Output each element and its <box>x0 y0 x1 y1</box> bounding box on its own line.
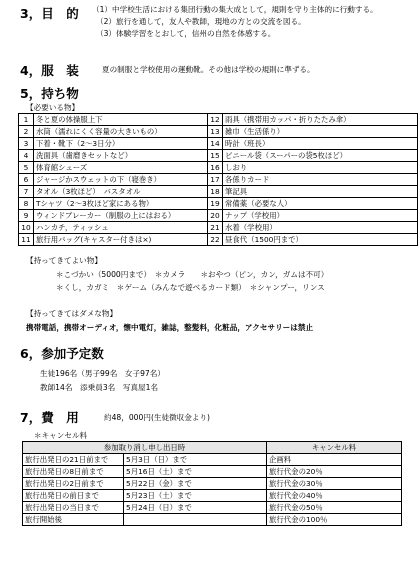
cancel-header-when: 参加取り消し申し出日時 <box>23 442 267 454</box>
item-number: 3 <box>19 138 34 150</box>
cancel-header-fee: キャンセル料 <box>267 442 402 454</box>
item-name: Tシャツ（2〜3枚ほど家にある物） <box>34 198 208 210</box>
item-number: 2 <box>19 126 34 138</box>
section-4-heading: 4，服 装 <box>20 63 79 78</box>
objective-item: （3）体験学習をとおして，信州の自然を体感する。 <box>96 29 276 38</box>
allowed-items-line: ＊こづかい（5000円まで） ＊カメラ ＊おやつ（ピン，カン，ガムは不可） <box>56 270 329 279</box>
item-number: 1 <box>19 114 34 126</box>
table-row <box>19 150 418 162</box>
cancel-fee-label: ＊キャンセル料 <box>34 431 88 440</box>
item-name: 各係りカード <box>223 174 418 186</box>
cancel-when: 旅行出発日の2日前まで <box>23 478 124 490</box>
cancel-date: 5月3日（日）まで <box>124 454 267 466</box>
item-name: 水着（学校用） <box>223 222 418 234</box>
cost-amount: 約48，000円(生徒徴収金より) <box>104 413 211 422</box>
item-number: 13 <box>208 126 223 138</box>
required-items-label: 【必要いる物】 <box>26 103 80 112</box>
cancel-date: 5月22日（金）まで <box>124 478 267 490</box>
table-row <box>23 478 402 490</box>
cancel-when: 旅行出発日の21日前まで <box>23 454 124 466</box>
cancel-when: 旅行出発日の当日まで <box>23 502 124 514</box>
section-3-heading: 3，目 的 <box>20 6 79 21</box>
table-row <box>19 174 418 186</box>
item-name: ビニール袋（スーパーの袋5枚ほど） <box>223 150 418 162</box>
prohibited-items-label: 【持ってきてはダメな物】 <box>26 309 118 318</box>
item-number: 17 <box>208 174 223 186</box>
cancel-fee: 旅行代金の40％ <box>267 490 402 502</box>
item-name: 筆記具 <box>223 186 418 198</box>
cancel-fee-table <box>22 441 402 526</box>
item-number: 9 <box>19 210 34 222</box>
item-number: 12 <box>208 114 223 126</box>
cancel-fee: 企画料 <box>267 454 402 466</box>
table-row <box>19 222 418 234</box>
item-number: 4 <box>19 150 34 162</box>
table-row <box>23 466 402 478</box>
section-6-heading: 6，参加予定数 <box>20 346 104 361</box>
table-row <box>23 514 402 526</box>
item-number: 22 <box>208 234 223 246</box>
objective-item: （2）旅行を通して，友人や教師，現地の方との交流を図る。 <box>96 17 306 26</box>
cancel-when: 旅行出発日の前日まで <box>23 490 124 502</box>
item-name: タオル（3枚ほど） バスタオル <box>34 186 208 198</box>
table-row <box>19 126 418 138</box>
item-number: 18 <box>208 186 223 198</box>
required-items-table <box>18 113 418 246</box>
table-row <box>19 114 418 126</box>
cancel-date: 5月16日（土）まで <box>124 466 267 478</box>
item-number: 7 <box>19 186 34 198</box>
item-number: 19 <box>208 198 223 210</box>
table-row <box>19 138 418 150</box>
cancel-fee: 旅行代金の30％ <box>267 478 402 490</box>
cancel-when: 旅行開始後 <box>23 514 124 526</box>
cancel-fee: 旅行代金の20％ <box>267 466 402 478</box>
item-number: 15 <box>208 150 223 162</box>
table-row <box>19 198 418 210</box>
item-name: 雑巾（生活係り） <box>223 126 418 138</box>
allowed-items-line: ＊くし，カガミ ＊ゲーム（みんなで遊べるカード類） ＊シャンプー，リンス <box>56 283 325 292</box>
item-number: 20 <box>208 210 223 222</box>
item-name: ウィンドブレーカー（制服の上にはおる） <box>34 210 208 222</box>
table-row <box>23 490 402 502</box>
item-name: ジャージかスウェットの下（寝巻き） <box>34 174 208 186</box>
item-name: 常備薬（必要な人） <box>223 198 418 210</box>
table-row <box>23 454 402 466</box>
cancel-date <box>124 514 267 526</box>
cancel-date: 5月24日（日）まで <box>124 502 267 514</box>
table-row <box>23 502 402 514</box>
item-name: 旅行用バッグ(キャスター付きは×) <box>34 234 208 246</box>
item-name: しおり <box>223 162 418 174</box>
item-number: 5 <box>19 162 34 174</box>
item-name: 下着・靴下（2〜3日分） <box>34 138 208 150</box>
item-number: 8 <box>19 198 34 210</box>
item-name: 昼食代（1500円まで） <box>223 234 418 246</box>
table-row <box>19 210 418 222</box>
item-name: 水筒（濡れにくく容量の大きいもの） <box>34 126 208 138</box>
item-name: 体育館シューズ <box>34 162 208 174</box>
objective-list <box>92 4 378 40</box>
allowed-items-label: 【持ってきてよい物】 <box>26 256 102 265</box>
item-name: ナップ（学校用） <box>223 210 418 222</box>
item-number: 16 <box>208 162 223 174</box>
cancel-fee: 旅行代金の100％ <box>267 514 402 526</box>
section-7-heading: 7，費 用 <box>20 410 79 425</box>
item-number: 10 <box>19 222 34 234</box>
item-number: 21 <box>208 222 223 234</box>
table-row <box>19 186 418 198</box>
cancel-fee: 旅行代金の50％ <box>267 502 402 514</box>
participant-staff: 教師14名 添乗員3名 写真屋1名 <box>40 383 159 392</box>
cancel-when: 旅行出発日の8日前まで <box>23 466 124 478</box>
dress-code-text: 夏の制服と学校使用の運動靴。その他は学校の規則に準ずる。 <box>102 65 315 74</box>
prohibited-items-text: 携帯電話，携帯オーディオ，懐中電灯，雑誌，整髪料，化粧品，アクセサリーは禁止 <box>26 323 314 332</box>
objective-item: （1）中学校生活における集団行動の集大成として，規則を守り主体的に行動する。 <box>92 5 378 14</box>
item-number: 6 <box>19 174 34 186</box>
item-name: 時計（班長） <box>223 138 418 150</box>
item-name: 雨具（携帯用カッパ・折りたたみ傘） <box>223 114 418 126</box>
item-number: 11 <box>19 234 34 246</box>
cancel-date: 5月23日（土）まで <box>124 490 267 502</box>
item-name: 洗面具（歯磨きセットなど） <box>34 150 208 162</box>
table-row <box>19 234 418 246</box>
table-row <box>19 162 418 174</box>
item-number: 14 <box>208 138 223 150</box>
section-5-heading: 5，持ち物 <box>20 86 79 101</box>
item-name: 冬と夏の体操服上下 <box>34 114 208 126</box>
item-name: ハンカチ，ティッシュ <box>34 222 208 234</box>
participant-students: 生徒196名（男子99名 女子97名） <box>40 369 165 378</box>
